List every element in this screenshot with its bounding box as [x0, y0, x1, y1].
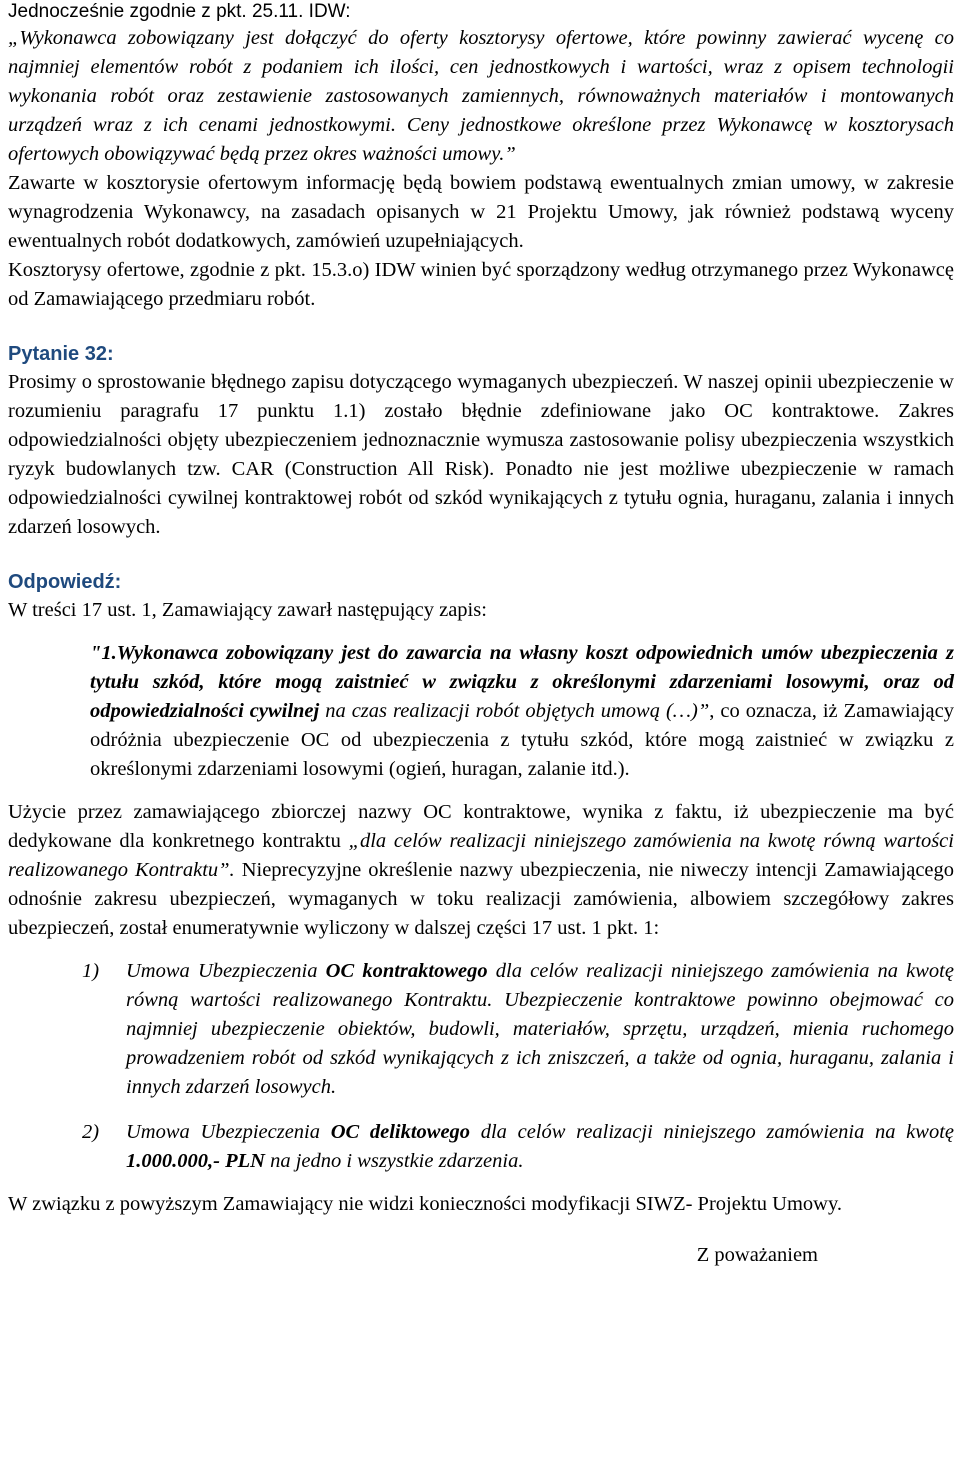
- list-item-bold: OC kontraktowego: [325, 960, 488, 982]
- intro-paragraph-3: Kosztorysy ofertowe, zgodnie z pkt. 15.3.o) IDW winien być sporządzony według otrzymanego przez Wykonawcę od Zamawiającego przedmiaru robót.: [8, 259, 954, 310]
- list-item-text: na jedno i wszystkie zdarzenia.: [264, 1150, 524, 1172]
- question-text: Prosimy o sprostowanie błędnego zapisu dotyczącego wymaganych ubezpieczeń. W naszej opinii ubezpieczenie w rozumieniu paragrafu 17 punktu 1.1) zostało błędnie zdefiniowane jako OC kontraktowe. Zakres odpowiedzialności objęty ubezpieczeniem jednoznacznie wymusza zastosowanie polisy ubezpieczenia wszystkich ryzyk budowlanych tzw. CAR (Construction All Risk). Ponadto nie jest możliwe ubezpieczenie w ramach odpowiedzialności cywilnej kontraktowej robót od szkód wynikających z tytułu ognia, huraganu, zalania i innych zdarzeń losowych.: [8, 371, 954, 538]
- answer-paragraph: [8, 798, 954, 943]
- list-item-text: Umowa Ubezpieczenia: [126, 1121, 331, 1143]
- list-item-amount: 1.000.000,- PLN: [126, 1150, 265, 1172]
- list-item-text: Umowa Ubezpieczenia: [126, 960, 326, 982]
- answer-heading: Odpowiedź:: [8, 571, 122, 593]
- answer-paragraph-italic: „dla celów realizacji niniejszego zamówienia na kwotę równą wartości realizowanego Kontraktu”.: [8, 830, 954, 881]
- answer-paragraph-start: Użycie przez zamawiającego zbiorczej nazwy OC kontraktowe, wynika z faktu, iż ubezpieczenie ma być dedykowane dla konkretnego kontraktu: [8, 801, 954, 852]
- answer-quote-bold: "1.Wykonawca zobowiązany jest do zawarcia na własny koszt odpowiednich umów ubezpieczenia z tytułu szkód, które mogą zaistnieć w związku z określonymi zdarzeniami losowymi, oraz od odpowiedzialności cywilnej: [90, 642, 954, 722]
- idw-quote: „Wykonawca zobowiązany jest dołączyć do oferty kosztorysy ofertowe, które powinny zawierać wycenę co najmniej elementów robót z podaniem ich ilości, cen jednostkowych i wartości, wraz z opisem technologii wykonania robót oraz zestawienie zastosowanych zamiennych, równoważnych materiałów i montowanych urządzeń wraz z ich cenami jednostkowymi. Ceny jednostkowe określone przez Wykonawcę w kosztorysach ofertowych obowiązywać będą przez okres ważności umowy.”: [8, 27, 954, 165]
- list-item-number: 1): [82, 960, 100, 982]
- list-item: [8, 957, 954, 1102]
- list-item-bold: OC deliktowego: [330, 1121, 471, 1143]
- question-heading: Pytanie 32:: [8, 343, 114, 365]
- list-item-number: 2): [82, 1121, 100, 1143]
- intro-line: Jednocześnie zgodnie z pkt. 25.11. IDW:: [8, 1, 351, 22]
- answer-quote-italic: na czas realizacji robót objętych umową (…)”: [319, 700, 710, 722]
- answer-quote-rest: , co oznacza, iż Zamawiający odróżnia ubezpieczenie OC od ubezpieczenia z tytułu szkód, które mogą zaistnieć w związku z określonymi zdarzeniami losowymi (ogień, huragan, zalanie itd.).: [90, 700, 955, 780]
- answer-lead: W treści 17 ust. 1, Zamawiający zawarł następujący zapis:: [8, 599, 487, 621]
- answer-paragraph-rest: Nieprecyzyjne określenie nazwy ubezpieczenia, nie niweczy intencji Zamawiającego odnośnie zakresu ubezpieczeń, wymaganych w toku realizacji zamówienia, albowiem szczegółowy zakres ubezpieczeń, został enumeratywnie wyliczony w dalszej części 17 ust. 1 pkt. 1:: [8, 859, 955, 939]
- list-item-text: dla celów realizacji niniejszego zamówienia na kwotę równą wartości realizowanego Kontraktu. Ubezpieczenie kontraktowe powinno obejmować co najmniej ubezpieczenie obiektów, budowli, materiałów, sprzętu, urządzeń, mienia ruchomego prowadzeniem robót od szkód wynikających z ich zniszczeń, a także od ognia, huraganu, zalania i innych zdarzeń losowych.: [126, 960, 954, 1098]
- insurance-points-list: [8, 957, 954, 1176]
- answer-quote: [8, 639, 954, 784]
- list-item: [8, 1118, 954, 1176]
- closing-paragraph: W związku z powyższym Zamawiający nie widzi konieczności modyfikacji SIWZ- Projektu Umowy.: [8, 1193, 842, 1215]
- intro-paragraph-2: Zawarte w kosztorysie ofertowym informację będą bowiem podstawą ewentualnych zmian umowy, w zakresie wynagrodzenia Wykonawcy, na zasadach opisanych w 21 Projektu Umowy, jak również podstawą wyceny ewentualnych robót dodatkowych, zamówień uzupełniających.: [8, 172, 954, 252]
- list-item-text: dla celów realizacji niniejszego zamówienia na kwotę: [470, 1121, 954, 1143]
- signature: Z poważaniem: [696, 1244, 818, 1266]
